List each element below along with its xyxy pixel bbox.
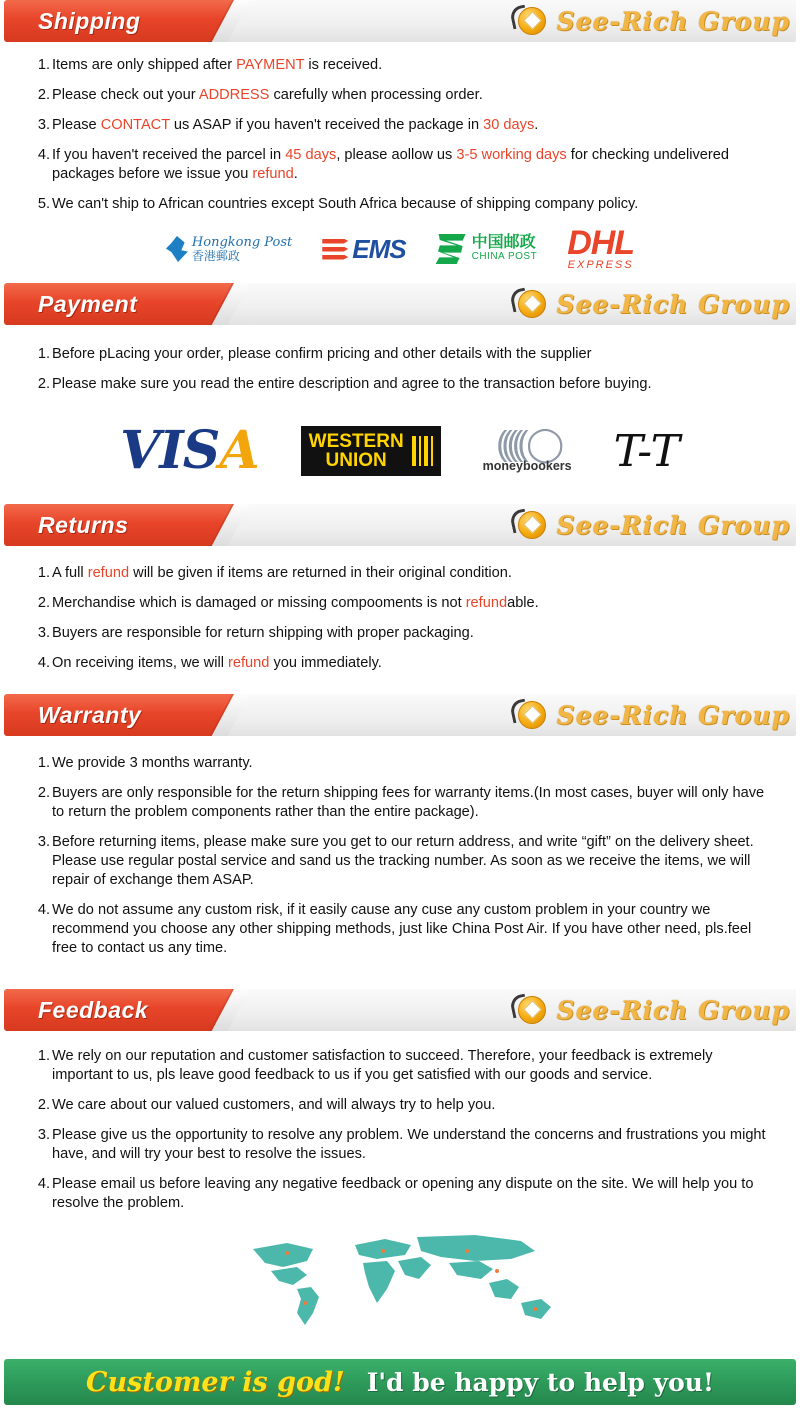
list-number: 3. (37, 1127, 50, 1143)
list-number: 5. (37, 196, 50, 212)
brand-name: See-Rich Group (556, 700, 790, 730)
list-number: 2. (37, 87, 50, 103)
section-body-shipping (0, 56, 800, 273)
brand-emblem-icon (511, 4, 551, 38)
list-number: 1. (37, 565, 50, 581)
world-map-graphic (10, 1224, 790, 1334)
list-text: Merchandise which is damaged or missing compooments is not refundable. (52, 595, 539, 611)
list-text: We can't ship to African countries except South Africa because of shipping company policy. (52, 196, 639, 212)
list-text: Buyers are responsible for return shipping with proper packaging. (52, 625, 474, 641)
western-union-bars-icon (412, 436, 433, 466)
section-banner-shipping (4, 0, 796, 42)
dhl-name: DHL (567, 223, 635, 262)
section-title-payment: Payment (38, 291, 138, 317)
section-title-warranty: Warranty (38, 702, 142, 728)
list-item (32, 86, 774, 105)
section-banner-returns (4, 504, 796, 546)
list-number: 2. (37, 785, 50, 801)
list-text: On receiving items, we will refund you immediately. (52, 655, 382, 671)
brand-logo-feedback (511, 991, 790, 1029)
tt-logo (614, 426, 680, 477)
list-item (32, 833, 774, 890)
brand-logo-shipping (511, 2, 790, 40)
list-text: Buyers are only responsible for the return shipping fees for warranty items.(In most cases, buyer will only have to return the problem components rather than the entire package). (52, 785, 765, 820)
list-item (32, 146, 774, 184)
list-number: 1. (37, 755, 50, 771)
shipping-list (10, 56, 790, 214)
list-item (32, 901, 774, 958)
list-item (32, 624, 774, 643)
section-banner-payment (4, 283, 796, 325)
hongkong-post-bird-icon (166, 236, 188, 262)
hongkong-post-name: Hongkong Post (191, 234, 293, 250)
china-post-emblem-icon (436, 234, 466, 264)
list-item (32, 784, 774, 822)
returns-list (10, 564, 790, 673)
moneybookers-logo (482, 424, 572, 474)
section-title-returns: Returns (38, 512, 129, 538)
list-number: 4. (37, 147, 50, 163)
china-post-name: 中国邮政 (471, 234, 536, 252)
footer-right-text: I'd be happy to help you! (366, 1367, 714, 1397)
list-item (32, 754, 774, 773)
list-number: 4. (37, 655, 50, 671)
list-item (32, 1126, 774, 1164)
payment-method-logos (10, 408, 790, 494)
china-post-subtitle: CHINA POST (471, 251, 538, 263)
list-item (32, 345, 774, 364)
brand-emblem-icon (511, 698, 551, 732)
list-number: 2. (37, 595, 50, 611)
list-item (32, 564, 774, 583)
footer-banner (4, 1359, 796, 1405)
list-item (32, 56, 774, 75)
visa-name: VISA (120, 420, 259, 481)
list-item (32, 594, 774, 613)
brand-name: See-Rich Group (556, 6, 790, 36)
section-body-returns (0, 564, 800, 673)
list-number: 4. (37, 1176, 50, 1192)
list-item (32, 1047, 774, 1085)
list-text: If you haven't received the parcel in 45 days, please aollow us 3-5 working days for checking undelivered packages before we issue you refund. (52, 147, 729, 182)
dhl-logo (567, 223, 635, 272)
list-text: A full refund will be given if items are returned in their original condition. (52, 565, 512, 581)
list-text: Before returning items, please make sure you get to our return address, and write “gift” on the delivery sheet. Please use regular postal service and sand us the tracking number. As soon as we receive the items, we will repair of exchange them ASAP. (52, 834, 754, 888)
list-text: Before pLacing your order, please confirm pricing and other details with the supplier (52, 346, 592, 362)
list-item (32, 116, 774, 135)
hongkong-post-subtitle: 香港郵政 (191, 248, 240, 263)
list-text: We do not assume any custom risk, if it easily cause any cuse any custom problem in your country we recommend you choose any other shipping methods, just like China Post Air. If you have other need, pls.feel free to contact us any time. (52, 902, 752, 956)
tt-name: T-T (613, 425, 680, 477)
moneybookers-arcs-icon: ((((( ◯ (496, 424, 559, 463)
china-post-logo (436, 234, 538, 264)
section-title-shipping: Shipping (38, 8, 141, 34)
brand-logo-warranty (511, 696, 790, 734)
list-text: Please email us before leaving any negative feedback or opening any dispute on the site. We will help you to resolve the problem. (52, 1176, 754, 1211)
brand-name: See-Rich Group (556, 289, 790, 319)
section-banner-warranty (4, 694, 796, 736)
list-number: 2. (37, 1097, 50, 1113)
moneybookers-name: moneybookers (482, 459, 572, 474)
ems-arrows-icon (322, 239, 348, 260)
section-title-feedback: Feedback (38, 997, 149, 1023)
section-body-warranty (0, 754, 800, 958)
list-text: Please make sure you read the entire description and agree to the transaction before buying. (52, 376, 652, 392)
ems-logo (322, 234, 405, 265)
western-union-line2: UNION (325, 450, 387, 471)
section-body-payment (0, 345, 800, 494)
list-text: Please give us the opportunity to resolve any problem. We understand the concerns and frustrations you might have, and will try your best to resolve the issues. (52, 1127, 766, 1162)
visa-logo (120, 420, 259, 481)
list-item (32, 1096, 774, 1115)
list-number: 4. (37, 902, 50, 918)
hongkong-post-logo (166, 236, 292, 262)
brand-logo-payment (511, 285, 790, 323)
list-text: We rely on our reputation and customer satisfaction to succeed. Therefore, your feedback is extremely important to us, pls leave good feedback to us if you get satisfied with our goods and service. (52, 1048, 713, 1083)
payment-list (10, 345, 790, 394)
list-number: 2. (37, 376, 50, 392)
brand-logo-returns (511, 506, 790, 544)
list-number: 1. (37, 57, 50, 73)
list-text: Items are only shipped after PAYMENT is received. (52, 57, 383, 73)
list-number: 3. (37, 834, 50, 850)
list-text: We provide 3 months warranty. (52, 755, 253, 771)
footer-left-text: Customer is god! (86, 1366, 345, 1398)
section-body-feedback (0, 1047, 800, 1334)
list-item (32, 654, 774, 673)
list-text: Please CONTACT us ASAP if you haven't received the package in 30 days. (52, 117, 539, 133)
brand-name: See-Rich Group (556, 995, 790, 1025)
brand-emblem-icon (511, 993, 551, 1027)
brand-emblem-icon (511, 508, 551, 542)
list-item (32, 1175, 774, 1213)
western-union-line1: WESTERN (308, 431, 404, 452)
dhl-subtitle: EXPRESS (567, 259, 634, 272)
section-banner-feedback (4, 989, 796, 1031)
shipping-carrier-logos (10, 225, 790, 273)
western-union-logo (301, 426, 441, 476)
list-number: 3. (37, 117, 50, 133)
brand-name: See-Rich Group (556, 510, 790, 540)
list-item (32, 375, 774, 394)
list-number: 1. (37, 1048, 50, 1064)
list-item (32, 195, 774, 214)
list-text: Please check out your ADDRESS carefully when processing order. (52, 87, 483, 103)
brand-emblem-icon (511, 287, 551, 321)
feedback-list (10, 1047, 790, 1213)
ems-name: EMS (352, 233, 406, 264)
list-number: 3. (37, 625, 50, 641)
list-text: We care about our valued customers, and will always try to help you. (52, 1097, 496, 1113)
list-number: 1. (37, 346, 50, 362)
warranty-list (10, 754, 790, 958)
